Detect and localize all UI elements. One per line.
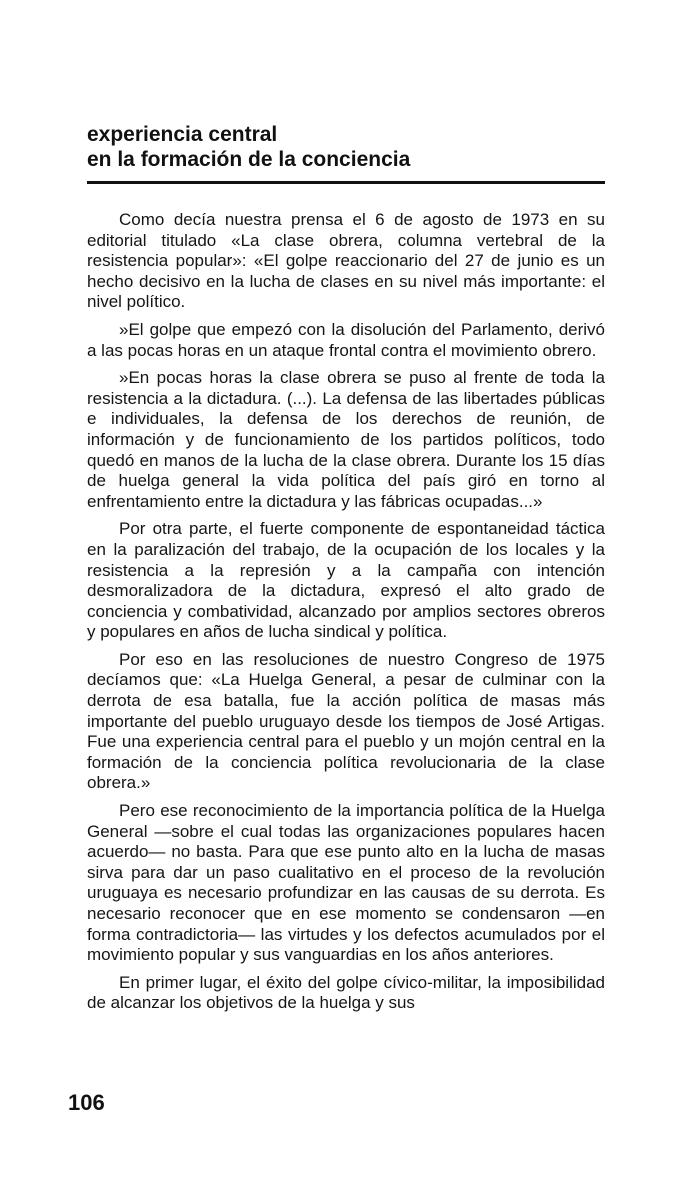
paragraph: Por otra parte, el fuerte componente de espontaneidad táctica en la paralización del trabajo, de la ocupación de los locales y la resistencia a la represión y a la campaña con intención desmoralizadora de la dictadura, expresó el alto grado de conciencia y combatividad, alcanzado por amplios sectores obreros y populares en años de lucha sindical y política. (87, 519, 605, 642)
paragraph: Por eso en las resoluciones de nuestro Congreso de 1975 decíamos que: «La Huelga General, a pesar de culminar con la derrota de esa batalla, fue la acción política de masas más importante del pueblo uruguayo desde los tiempos de José Artigas. Fue una experiencia central para el pueblo y un mojón central en la formación de la conciencia política revolucionaria de la clase obrera.» (87, 649, 605, 793)
body-text (87, 210, 605, 1021)
paragraph: En primer lugar, el éxito del golpe cívico-militar, la imposibilidad de alcanzar los objetivos de la huelga y sus (87, 972, 605, 1013)
paragraph: Como decía nuestra prensa el 6 de agosto de 1973 en su editorial titulado «La clase obrera, columna vertebral de la resistencia popular»: «El golpe reaccionario del 27 de junio es un hecho decisivo en la lucha de clases en su nivel más importante: el nivel político. (87, 210, 605, 312)
heading-line-2: en la formación de la conciencia (87, 148, 411, 171)
section-heading (87, 122, 607, 172)
page-number: 106 (68, 1090, 105, 1115)
heading-rule (87, 181, 605, 184)
paragraph: »El golpe que empezó con la disolución del Parlamento, derivó a las pocas horas en un ataque frontal contra el movimiento obrero. (87, 319, 605, 360)
paragraph: »En pocas horas la clase obrera se puso al frente de toda la resistencia a la dictadura. (...). La defensa de las libertades públicas e individuales, la defensa de los derechos de reunión, de información y de funcionamiento de los partidos políticos, todo quedó en manos de la lucha de la clase obrera. Durante los 15 días de huelga general la vida política del país giró en torno al enfrentamiento entre la dictadura y las fábricas ocupadas...» (87, 368, 605, 511)
heading-line-1: experiencia central (87, 123, 278, 146)
paragraph: Pero ese reconocimiento de la importancia política de la Huelga General —sobre el cual todas las organizaciones populares hacen acuerdo— no basta. Para que ese punto alto en la lucha de masas sirva para dar un paso cualitativo en el proceso de la revolución uruguaya es necesario profundizar en las causas de su derrota. Es necesario reconocer que en ese momento se condensaron —en forma contradictoria— las virtudes y los defectos acumulados por el movimiento popular y sus vanguardias en los años anteriores. (87, 801, 605, 965)
